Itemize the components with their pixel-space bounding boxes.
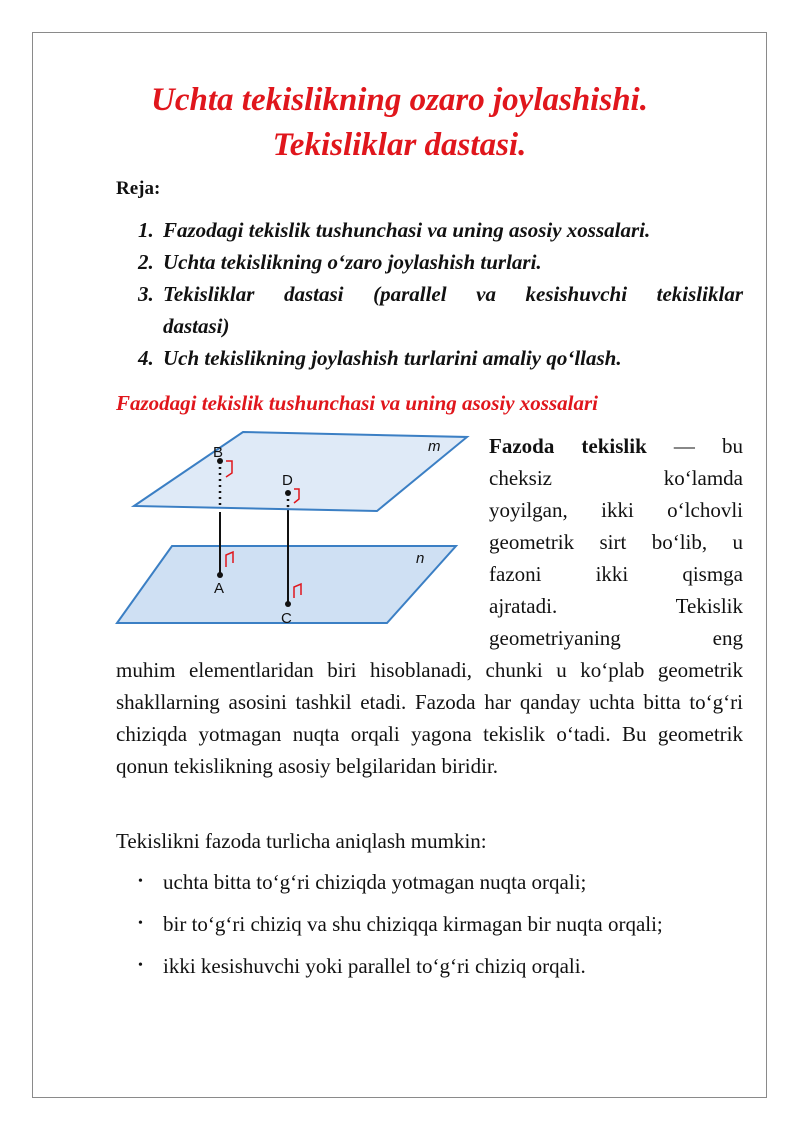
bullet-text: uchta bitta to‘g‘ri chiziqda yotmagan nuqta orqali; [163,870,587,894]
bullet-icon: • [138,874,143,889]
document-title-line-2: Tekisliklar dastasi. [272,127,527,163]
side-line-1 [489,430,743,462]
bullet-text: ikki kesishuvchi yoki parallel to‘g‘ri chiziq orqali. [163,954,586,978]
side-line-7: geometriyaning eng [489,626,743,650]
plan-item-number: 2. [138,250,154,274]
side-line-6: ajratadi. Tekislik [489,594,743,618]
planes-figure [112,427,484,637]
point-d [285,490,291,496]
bullet-item [116,908,743,950]
plan-item-number: 4. [138,346,154,370]
plan-list [116,214,743,374]
bullet-icon: • [138,958,143,973]
plan-item-2 [116,246,743,278]
bullet-text: bir to‘g‘ri chiziq va shu chiziqqa kirmagan bir nuqta orqali; [163,912,663,936]
label-m: m [428,438,441,455]
plan-item-4 [116,342,743,374]
label-a: A [214,580,225,597]
plan-item-3 [116,278,743,342]
bullet-list [116,866,743,992]
side-line-4: geometrik sirt bo‘lib, u [489,530,743,554]
plan-item-text: Uch tekislikning joylashish turlarini amaliy qo‘llash. [163,346,622,370]
label-c: C [281,610,292,627]
plane-m [134,432,467,511]
body-paragraph: muhim elementlaridan biri hisoblanadi, chunki u ko‘plab geometrik shakllarning asosini tashkil etadi. Fazoda har qanday uchta bitta to‘g‘ri chiziqda yotmagan nuqta orqali yagona tekislik o‘tadi. Bu geometrik qonun tekislikning asosiy belgilaridan biridir. [116,658,743,778]
bullet-item [116,866,743,908]
label-b: B [213,444,224,461]
section-title: Fazodagi tekislik tushunchasi va uning asosiy xossalari [116,391,598,415]
label-d: D [282,472,293,489]
plan-item-text-line-2: dastasi) [163,314,230,338]
plan-item-text: Fazodagi tekislik tushunchasi va uning asosiy xossalari. [163,218,651,242]
plan-item-text: Uchta tekislikning o‘zaro joylashish turlari. [163,250,542,274]
body-paragraph-2: Tekislikni fazoda turlicha aniqlash mumkin: [116,829,487,853]
side-line-5: fazoni ikki qismga [489,562,743,586]
plan-item-1 [116,214,743,246]
side-line-2: cheksiz ko‘lamda [489,466,743,490]
point-a [217,572,223,578]
side-line-1-rest: — bu [646,434,743,458]
point-c [285,601,291,607]
bullet-icon: • [138,916,143,931]
document-title-line-1: Uchta tekislikning ozaro joylashishi. [151,82,648,118]
side-line-3: yoyilgan, ikki o‘lchovli [489,498,743,522]
plan-item-number: 3. [138,282,154,306]
plan-heading: Reja: [116,178,161,199]
plan-item-text-line-1: Tekisliklar dastasi (parallel va kesishuvchi tekisliklar [163,282,743,306]
side-text [489,430,743,654]
plan-item-number: 1. [138,218,154,242]
label-n: n [416,550,425,567]
bullet-item [116,950,743,992]
term-bold: Fazoda tekislik [489,434,647,458]
